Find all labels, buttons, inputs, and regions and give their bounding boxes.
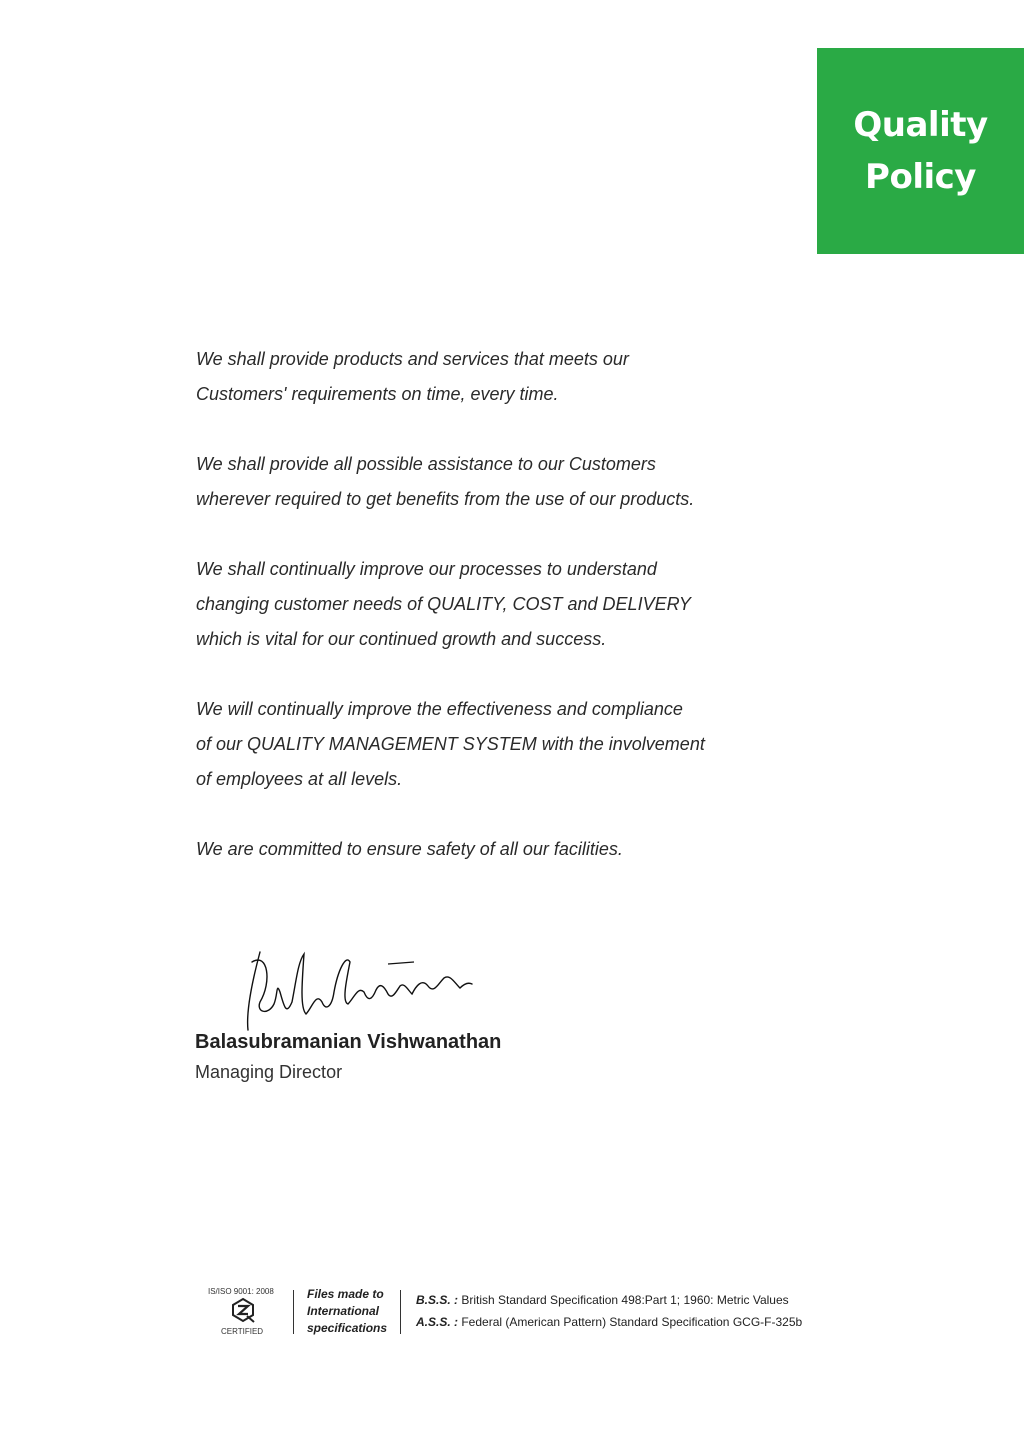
policy-paragraph: We shall continually improve our processes to understand changing customer needs of QUALITY, COST and DELIVERY which is vital for our continued growth and success. xyxy=(196,559,691,649)
divider xyxy=(293,1290,294,1334)
iso-certified-label: CERTIFIED xyxy=(221,1327,264,1336)
title-line-2: Policy xyxy=(865,157,976,197)
bss-text: British Standard Specification 498:Part 1; 1960: Metric Values xyxy=(458,1293,789,1307)
title-banner xyxy=(817,48,1024,254)
signature-image xyxy=(238,942,478,1034)
signer-name: Balasubramanian Vishwanathan xyxy=(195,1031,502,1053)
iso-label: IS/ISO 9001: 2008 xyxy=(208,1287,274,1296)
policy-paragraph: We shall provide products and services that meets our Customers' requirements on time, every time. xyxy=(196,349,629,404)
policy-statements xyxy=(196,342,796,902)
bss-spec xyxy=(416,1293,789,1307)
signer-title: Managing Director xyxy=(195,1062,343,1082)
iso-mark-icon xyxy=(230,1297,256,1323)
made-to-spec-text: Files made to International specifications xyxy=(307,1287,388,1335)
policy-paragraph: We are committed to ensure safety of all our facilities. xyxy=(196,839,623,859)
footer xyxy=(200,1284,840,1344)
ass-spec xyxy=(416,1315,802,1329)
ass-text: Federal (American Pattern) Standard Specification GCG-F-325b xyxy=(458,1315,803,1329)
divider xyxy=(400,1290,401,1334)
policy-paragraph: We shall provide all possible assistance to our Customers wherever required to get benefits from the use of our products. xyxy=(196,454,695,509)
ass-label: A.S.S. : xyxy=(416,1315,459,1329)
policy-paragraph: We will continually improve the effectiveness and compliance of our QUALITY MANAGEMENT SYSTEM with the involvement of employees at all levels. xyxy=(196,699,705,789)
bss-label: B.S.S. : xyxy=(416,1293,459,1307)
title-line-1: Quality xyxy=(853,105,988,145)
